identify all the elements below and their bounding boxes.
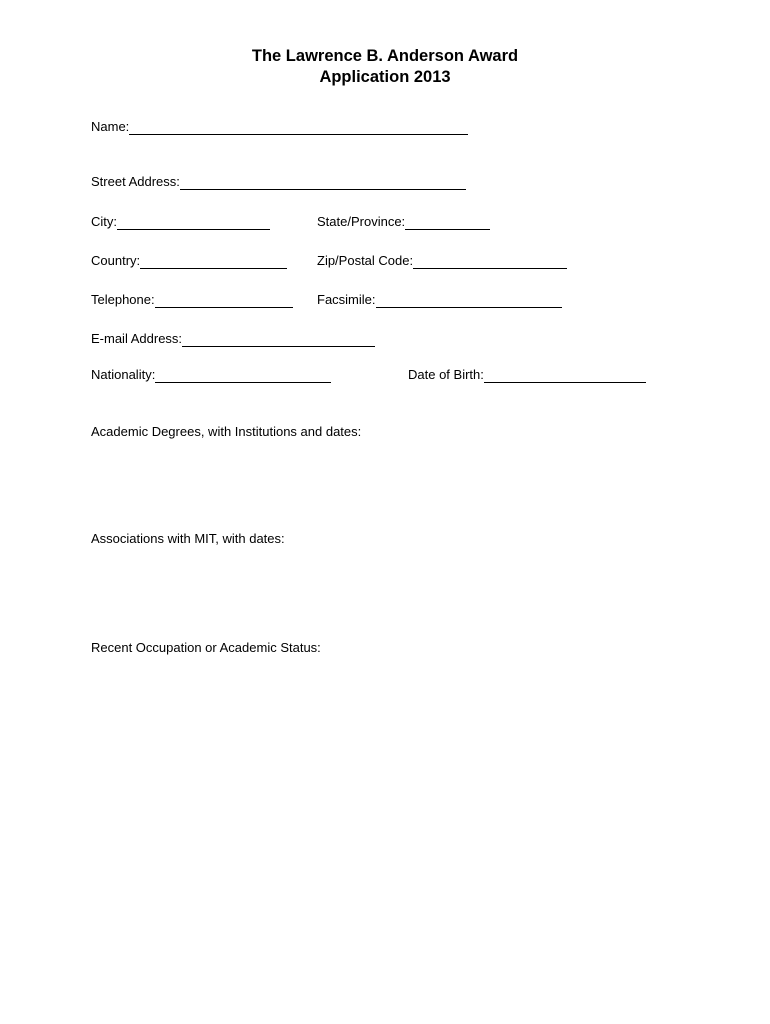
city-label: City: bbox=[91, 214, 117, 229]
facsimile-field[interactable] bbox=[317, 292, 562, 308]
country-field[interactable] bbox=[91, 253, 287, 269]
email-address-label: E-mail Address: bbox=[91, 331, 183, 346]
zip-postal-code-input-line[interactable] bbox=[413, 255, 567, 269]
nationality-label: Nationality: bbox=[91, 367, 156, 382]
name-field[interactable] bbox=[91, 119, 468, 135]
email-address-input-line[interactable] bbox=[182, 333, 375, 347]
state-province-input-line[interactable] bbox=[405, 216, 490, 230]
telephone-input-line[interactable] bbox=[155, 294, 293, 308]
telephone-label: Telephone: bbox=[91, 292, 155, 307]
street-address-field[interactable] bbox=[91, 174, 466, 190]
date-of-birth-label: Date of Birth: bbox=[408, 367, 484, 382]
nationality-input-line[interactable] bbox=[155, 369, 331, 383]
street-address-input-line[interactable] bbox=[180, 176, 466, 190]
name-label: Name: bbox=[91, 119, 130, 134]
telephone-field[interactable] bbox=[91, 292, 293, 308]
recent-occupation-heading: Recent Occupation or Academic Status: bbox=[91, 640, 321, 655]
email-address-field[interactable] bbox=[91, 331, 375, 347]
zip-postal-code-field[interactable] bbox=[317, 253, 567, 269]
form-subtitle: Application 2013 bbox=[319, 68, 451, 86]
nationality-field[interactable] bbox=[91, 367, 331, 383]
city-input-line[interactable] bbox=[117, 216, 270, 230]
street-address-label: Street Address: bbox=[91, 174, 180, 189]
date-of-birth-input-line[interactable] bbox=[484, 369, 646, 383]
date-of-birth-field[interactable] bbox=[408, 367, 646, 383]
country-label: Country: bbox=[91, 253, 141, 268]
name-input-line[interactable] bbox=[129, 121, 468, 135]
form-title: The Lawrence B. Anderson Award bbox=[251, 47, 519, 65]
associations-mit-heading: Associations with MIT, with dates: bbox=[91, 531, 285, 546]
academic-degrees-heading: Academic Degrees, with Institutions and dates: bbox=[91, 424, 362, 439]
state-province-field[interactable] bbox=[317, 214, 490, 230]
country-input-line[interactable] bbox=[140, 255, 287, 269]
facsimile-input-line[interactable] bbox=[376, 294, 562, 308]
city-field[interactable] bbox=[91, 214, 270, 230]
facsimile-label: Facsimile: bbox=[317, 292, 376, 307]
state-province-label: State/Province: bbox=[317, 214, 406, 229]
zip-postal-code-label: Zip/Postal Code: bbox=[317, 253, 414, 268]
